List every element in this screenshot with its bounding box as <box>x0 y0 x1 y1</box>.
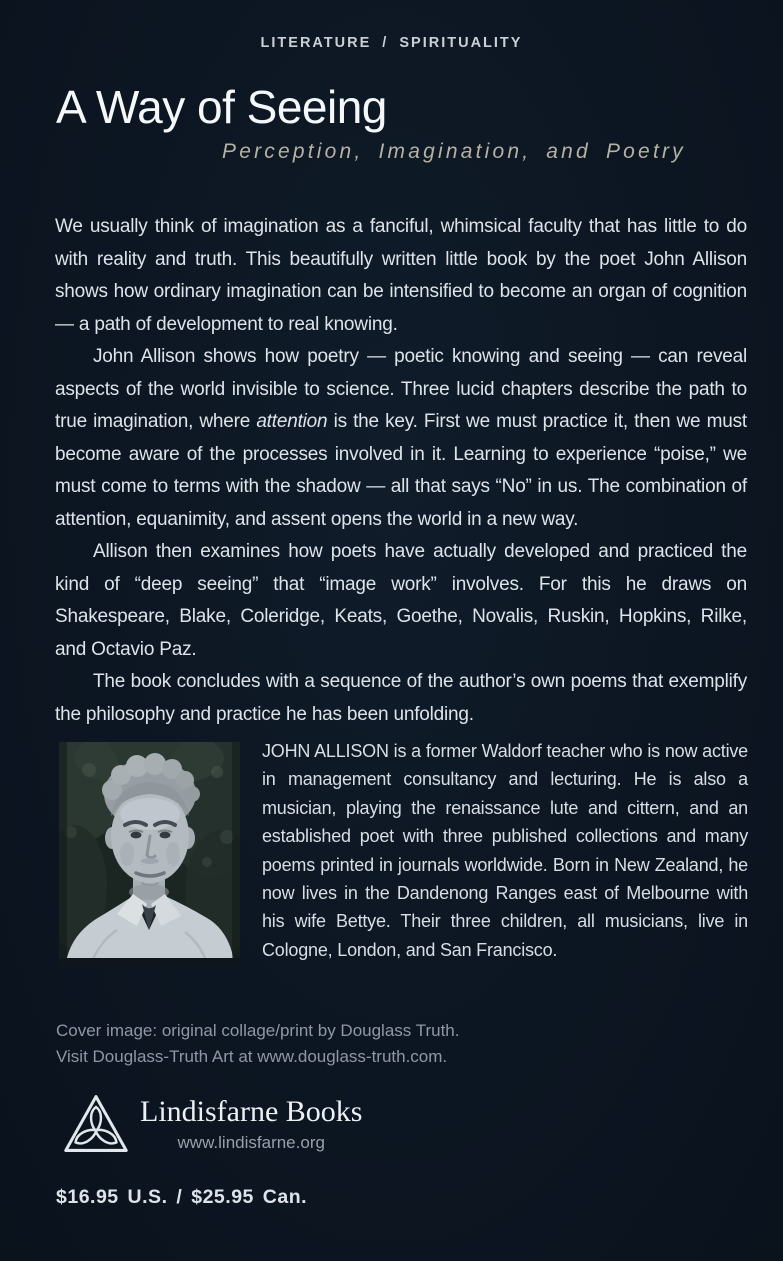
publisher-url: www.lindisfarne.org <box>177 1132 325 1152</box>
book-title: A Way of Seeing <box>56 81 387 133</box>
cover-credit-line-2: Visit Douglass-Truth Art at www.douglass-truth.com. <box>56 1047 448 1066</box>
cover-credit-line-1: Cover image: original collage/print by Douglass Truth. <box>56 1021 460 1040</box>
author-bio: JOHN ALLISON is a former Waldorf teacher who is now active in management consultancy and lecturing. He is also a musician, playing the renaissance lute and cittern, and an established poet with three published collections and many poems printed in journals worldwide. Born in New Zealand, he now lives in the Dandenong Ranges east of Melbourne with his wife Bettye. Their three children, all musicians, live in Cologne, London, and San Francisco. <box>262 741 748 960</box>
category-heading: LITERATURE / SPIRITUALITY <box>260 35 523 51</box>
price: $16.95 U.S. / $25.95 Can. <box>56 1186 308 1208</box>
synopsis-paragraph-3: Allison then examines how poets have actually developed and practiced the kind of “deep seeing” that “image work” involves. For this he draws on Shakespeare, Blake, Coleridge, Keats, Goethe, Novalis, Ruskin, Hopkins, Rilke, and Octavio Paz. <box>55 541 747 660</box>
synopsis <box>55 211 747 731</box>
synopsis-paragraph-2-text: John Allison shows how poetry — poetic knowing and seeing — can reveal aspects of the world invisible to science. Three lucid chapters describe the path to true imagination, where <box>55 346 747 432</box>
synopsis-paragraph-2-text-cont: is the key. First we must practice it, then we must become aware of the processes involved in it. Learning to experience “poise,” we must come to terms with the shadow — all that says “No” in us. The combination of attention, equanimity, and assent opens the world in a new way. <box>55 411 747 530</box>
synopsis-paragraph-4: The book concludes with a sequence of the author’s own poems that exemplify the philosophy and practice he has been unfolding. <box>55 671 747 725</box>
publisher-name: Lindisfarne Books <box>140 1095 363 1129</box>
lindisfarne-triquetra-logo-icon <box>62 1092 130 1156</box>
book-subtitle: Perception, Imagination, and Poetry <box>222 140 686 163</box>
attention-italic-word: attention <box>256 411 328 432</box>
publisher-block <box>62 1092 362 1156</box>
synopsis-paragraph-1: We usually think of imagination as a fanciful, whimsical faculty that has little to do with reality and truth. This beautifully written little book by the poet John Allison shows how ordinary imagination can be intensified to become an organ of cognition — a path of development to real knowing. <box>55 216 747 335</box>
publisher-text <box>140 1095 362 1153</box>
author-photo <box>59 742 240 968</box>
cover-credit <box>56 1018 459 1070</box>
synopsis-paragraph-2 <box>55 341 747 536</box>
